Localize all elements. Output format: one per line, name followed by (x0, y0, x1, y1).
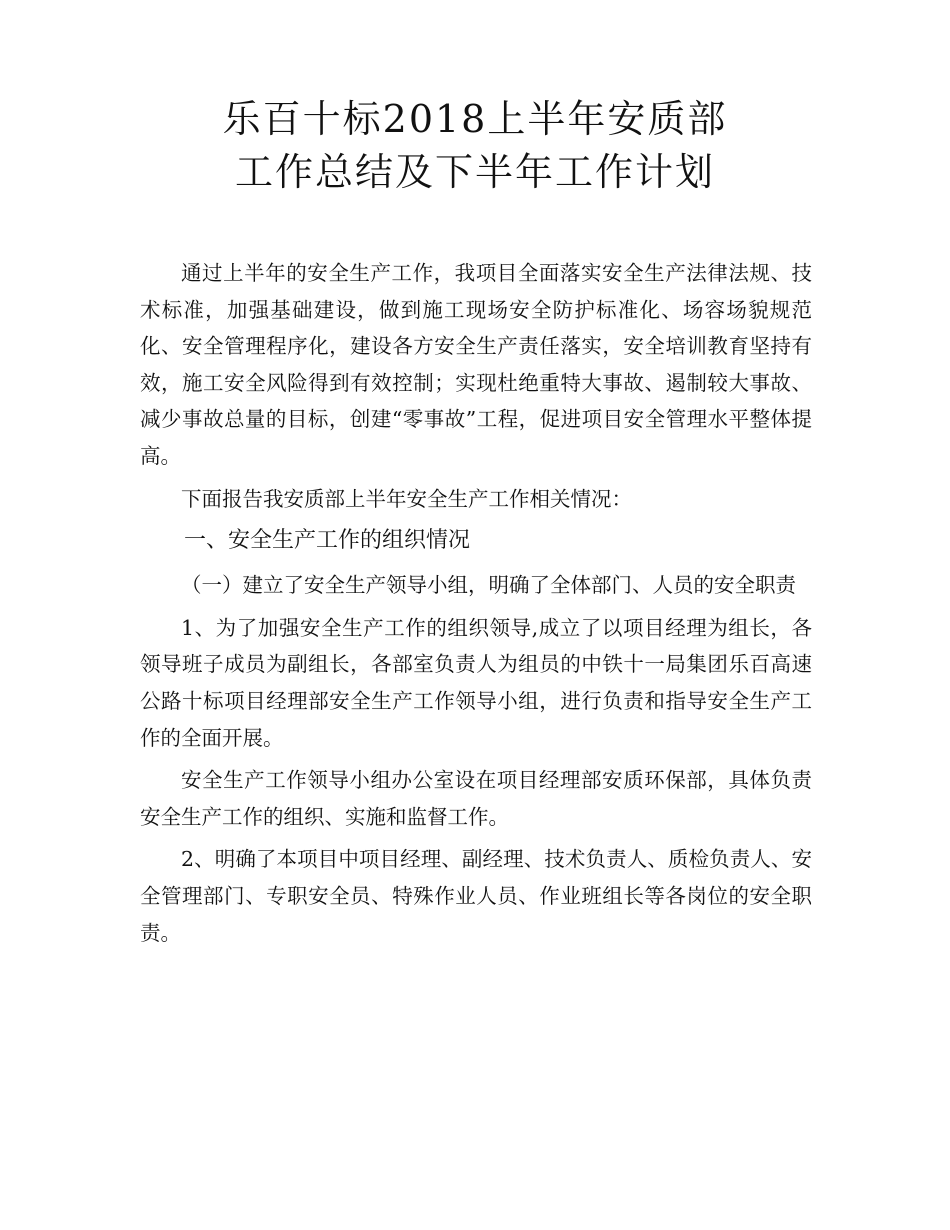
section-1-heading: 一、安全生产工作的组织情况 (184, 528, 471, 554)
office-paragraph: 安全生产工作领导小组办公室设在项目经理部安质环保部，具体负责安全生产工作的组织、实施和监督工作。 (140, 768, 812, 829)
lead-paragraph: 下面报告我安质部上半年安全生产工作相关情况： (181, 486, 632, 511)
document-title-line-2: 工作总结及下半年工作计划 (234, 150, 715, 194)
item-2-paragraph: 2、明确了本项目中项目经理、副经理、技术负责人、质检负责人、安全管理部门、专职安全员、特殊作业人员、作业班组长等各岗位的安全职责。 (140, 847, 812, 945)
item-1-paragraph: 1、为了加强安全生产工作的组织领导,成立了以项目经理为组长，各领导班子成员为副组长，各部室负责人为组员的中铁十一局集团乐百高速公路十标项目经理部安全生产工作领导小组，进行负责和指导安全生产工作的全面开展。 (140, 615, 812, 750)
document-body (140, 255, 812, 951)
subsection-1-heading: （一）建立了安全生产领导小组，明确了全体部门、人员的安全职责 (181, 573, 796, 598)
intro-paragraph: 通过上半年的安全生产工作，我项目全面落实安全生产法律法规、技术标准，加强基础建设，做到施工现场安全防护标准化、场容场貌规范化、安全管理程序化，建设各方安全生产责任落实，安全培训教育坚持有效，施工安全风险得到有效控制；实现杜绝重特大事故、遏制较大事故、减少事故总量的目标，创建“零事故”工程，促进项目安全管理水平整体提高。 (140, 261, 812, 468)
document-title-line-1: 乐百十标2018上半年安质部 (222, 97, 728, 141)
